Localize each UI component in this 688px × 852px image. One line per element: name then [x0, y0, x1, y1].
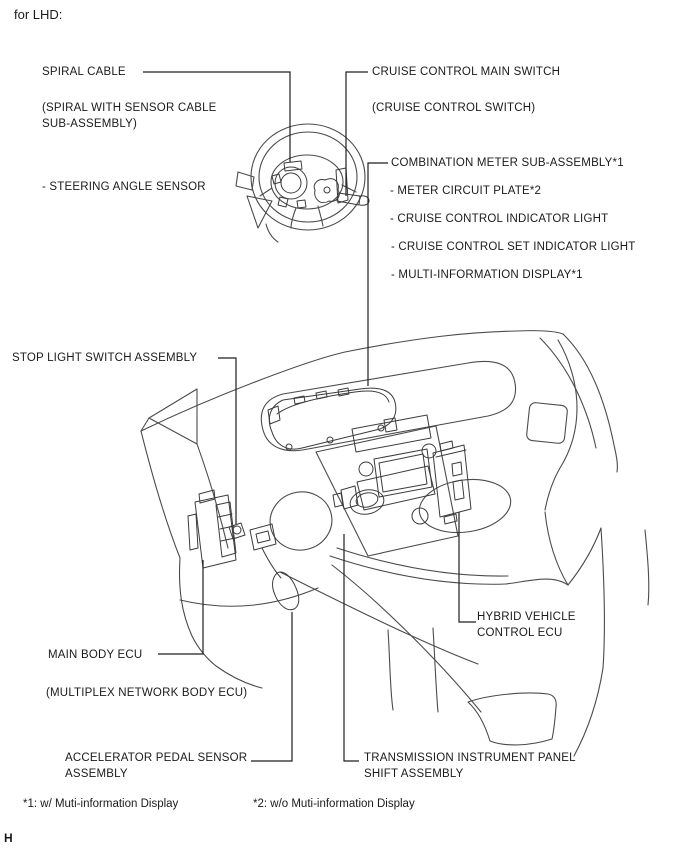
callout-cruise-control-indicator-light: - CRUISE CONTROL INDICATOR LIGHT — [390, 213, 609, 225]
callout-transmission-shift-assembly: TRANSMISSION INSTRUMENT PANEL SHIFT ASSEMBLY — [364, 752, 576, 780]
page-marker: H — [4, 831, 13, 845]
leader-combination-meter — [368, 163, 388, 386]
callout-cruise-control-main-switch: CRUISE CONTROL MAIN SWITCH — [372, 66, 561, 78]
main-body-ecu-drawing — [188, 490, 236, 568]
combination-meter-drawing — [268, 388, 397, 450]
callout-steering-angle-sensor: - STEERING ANGLE SENSOR — [42, 181, 206, 193]
callout-multiplex-network-body-ecu: (MULTIPLEX NETWORK BODY ECU) — [46, 687, 248, 699]
callout-spiral-cable-alt: (SPIRAL WITH SENSOR CABLE SUB-ASSEMBLY) — [42, 102, 217, 130]
callout-cruise-control-switch-alt: (CRUISE CONTROL SWITCH) — [372, 102, 536, 114]
leader-transmission-shift — [344, 534, 359, 761]
footnote-1: *1: w/ Muti-information Display — [23, 798, 179, 810]
callout-main-body-ecu: MAIN BODY ECU — [48, 649, 143, 661]
callout-accelerator-pedal-sensor: ACCELERATOR PEDAL SENSOR ASSEMBLY — [65, 752, 248, 780]
callout-stop-light-switch: STOP LIGHT SWITCH ASSEMBLY — [12, 352, 198, 364]
leader-stop-light-switch — [218, 358, 236, 524]
leader-main-body-ecu — [158, 560, 203, 654]
callout-meter-circuit-plate: - METER CIRCUIT PLATE*2 — [390, 185, 542, 197]
callout-combination-meter: COMBINATION METER SUB-ASSEMBLY*1 — [391, 157, 624, 169]
callout-spiral-cable: SPIRAL CABLE — [42, 66, 126, 78]
leader-hybrid-ecu — [459, 512, 476, 622]
callout-cruise-control-set-indicator-light: - CRUISE CONTROL SET INDICATOR LIGHT — [391, 241, 636, 253]
callout-multi-information-display: - MULTI-INFORMATION DISPLAY*1 — [391, 269, 583, 281]
variant-note: for LHD: — [14, 7, 63, 22]
leader-lines — [143, 72, 476, 761]
footnote-2: *2: w/o Muti-information Display — [253, 798, 415, 810]
callout-hybrid-vehicle-control-ecu: HYBRID VEHICLE CONTROL ECU — [477, 611, 576, 639]
steering-wheel-drawing — [236, 124, 369, 242]
